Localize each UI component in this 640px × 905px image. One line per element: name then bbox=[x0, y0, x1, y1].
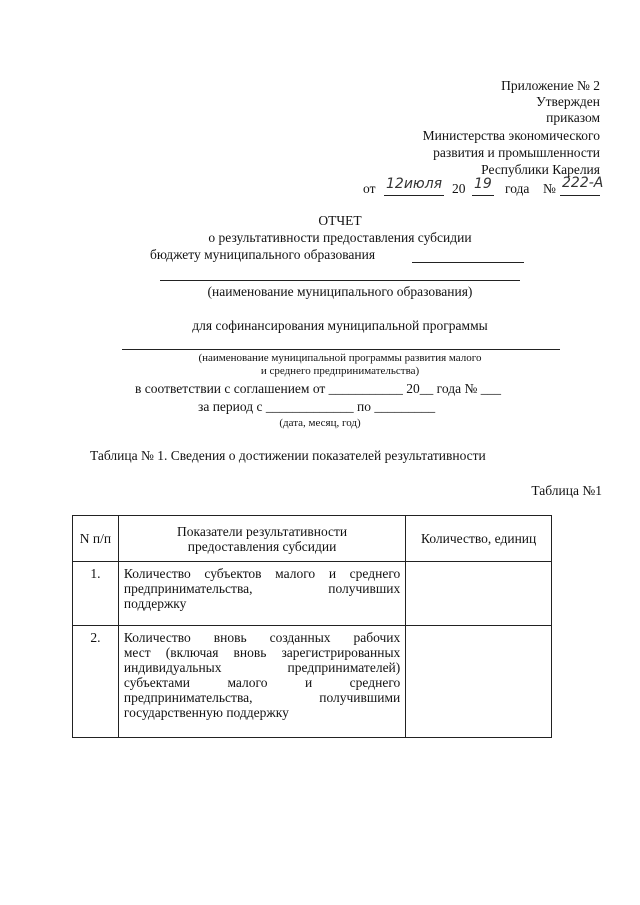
handwritten-year: 19 bbox=[474, 176, 492, 192]
ministry-line-1: Министерства экономического bbox=[422, 128, 600, 143]
row-indicator-line: субъектами малого и среднего bbox=[123, 675, 401, 690]
row-indicator-line: государственную поддержку bbox=[123, 705, 289, 720]
row-indicator-line: Количество вновь созданных рабочих bbox=[123, 630, 401, 645]
report-subtitle: о результативности предоставления субсидии bbox=[208, 230, 472, 245]
order-number-underline bbox=[560, 195, 600, 196]
program-caption-1: (наименование муниципальной программы развития малого bbox=[198, 352, 482, 364]
table-label: Таблица №1 bbox=[531, 483, 602, 498]
date-caption: (дата, месяц, год) bbox=[279, 417, 361, 429]
number-sign: № bbox=[543, 181, 556, 196]
table-row bbox=[73, 562, 552, 626]
year-suffix: года bbox=[505, 181, 530, 196]
mo-name-field bbox=[160, 280, 520, 281]
header-num: N п/п bbox=[73, 516, 119, 562]
year-underline bbox=[472, 195, 494, 196]
row-indicator-line: поддержку bbox=[123, 596, 187, 611]
cofinancing-line: для софинансирования муниципальной программы bbox=[192, 318, 488, 333]
republic-line: Республики Карелия bbox=[481, 162, 600, 177]
annex-label: Приложение № 2 bbox=[501, 78, 600, 93]
table-row bbox=[73, 626, 552, 738]
table-header-row bbox=[73, 516, 552, 562]
row-indicator-line: Количество субъектов малого и среднего bbox=[123, 566, 401, 581]
row-indicator-line: мест (включая вновь зарегистрированных bbox=[123, 645, 401, 660]
order-label: приказом bbox=[546, 110, 600, 125]
header-indicator: Показатели результативности предоставления субсидии bbox=[118, 516, 405, 562]
program-name-field bbox=[122, 349, 560, 350]
row-quantity bbox=[406, 562, 552, 626]
handwritten-order-number: 222-А bbox=[562, 175, 604, 191]
header-quantity: Количество, единиц bbox=[406, 516, 552, 562]
order-from-label: от bbox=[363, 181, 376, 196]
row-indicator bbox=[118, 626, 405, 738]
handwritten-day-month: 12июля bbox=[386, 176, 443, 192]
budget-line: бюджету муниципального образования bbox=[150, 247, 376, 262]
period-line: за период с _____________ по _________ bbox=[198, 399, 436, 414]
agreement-line: в соответствии с соглашением от ___________ 20__ года № ___ bbox=[135, 381, 501, 396]
budget-name-field bbox=[412, 262, 524, 263]
day-month-underline bbox=[384, 195, 444, 196]
approved-label: Утвержден bbox=[536, 94, 600, 109]
row-number: 1. bbox=[73, 562, 119, 626]
report-title: ОТЧЕТ bbox=[318, 213, 362, 228]
row-indicator-line: предпринимательства, получивших bbox=[123, 581, 401, 596]
ministry-line-2: развития и промышленности bbox=[433, 145, 600, 160]
table-heading: Таблица № 1. Сведения о достижении показателей результативности bbox=[90, 448, 486, 463]
year-prefix: 20 bbox=[452, 181, 466, 196]
row-number: 2. bbox=[73, 626, 119, 738]
row-quantity bbox=[406, 626, 552, 738]
indicators-table bbox=[72, 515, 552, 738]
program-caption-2: и среднего предпринимательства) bbox=[260, 365, 420, 377]
row-indicator bbox=[118, 562, 405, 626]
row-indicator-line: предпринимательства, получившими bbox=[123, 690, 401, 705]
mo-caption: (наименование муниципального образования) bbox=[207, 284, 473, 299]
row-indicator-line: индивидуальных предпринимателей) bbox=[123, 660, 401, 675]
